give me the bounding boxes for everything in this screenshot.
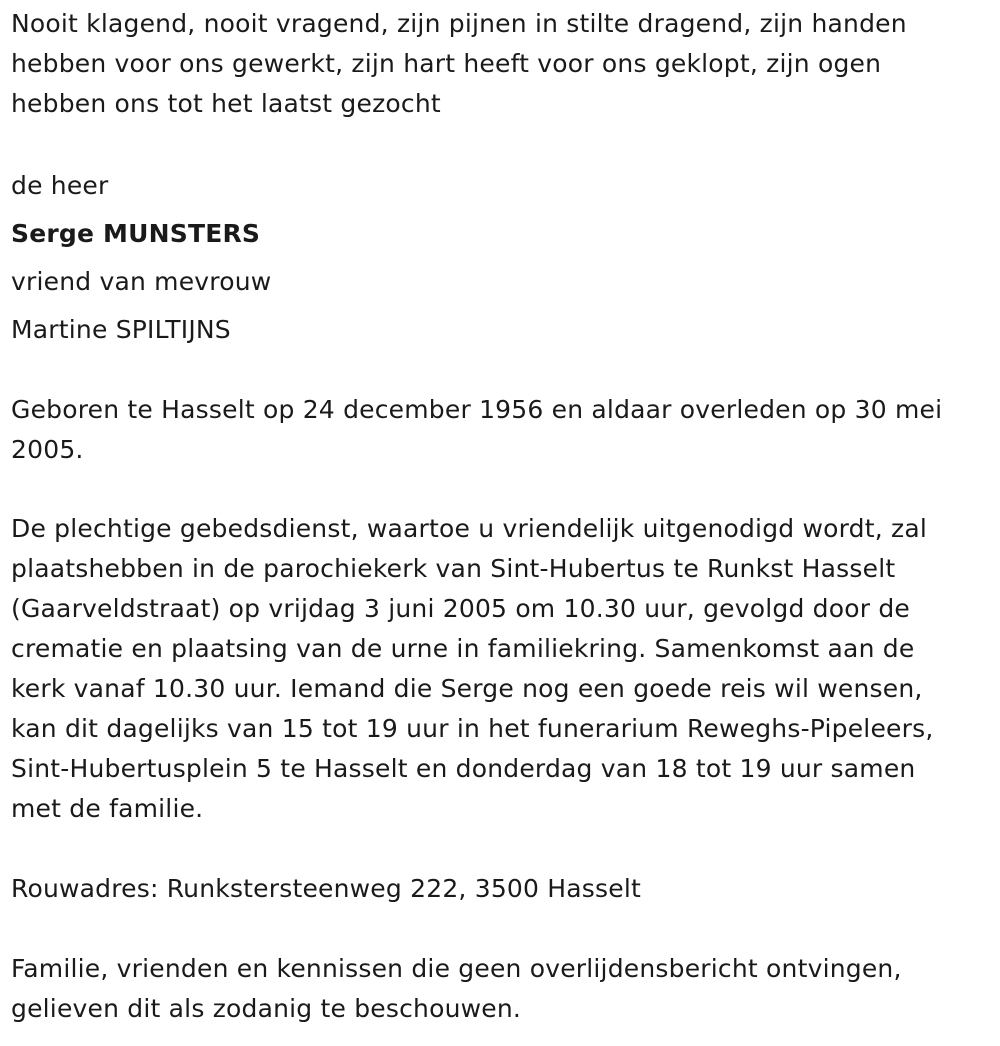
motto-text: Nooit klagend, nooit vragend, zijn pijnen in stilte dragend, zijn handen hebben voor ons gewerkt, zijn hart heeft voor ons geklopt, zijn ogen hebben ons tot het laatst gezocht (11, 9, 907, 118)
honorific: de heer (11, 171, 109, 200)
closing-text: Familie, vrienden en kennissen die geen overlijdensbericht ontvingen, gelieven dit als zodanig te beschouwen. (11, 954, 902, 1023)
mourning-address: Rouwadres: Runkstersteenweg 222, 3500 Hasselt (11, 874, 641, 903)
ceremony-text: De plechtige gebedsdienst, waartoe u vriendelijk uitgenodigd wordt, zal plaatshebben in de parochiekerk van Sint-Hubertus te Runkst Hasselt (Gaarveldstraat) op vrijdag 3 juni 2005 om 10.30 uur, gevolgd door de crematie en plaatsing van de urne in familiekring. Samenkomst aan de kerk vanaf 10.30 uur. Iemand die Serge nog een goede reis wil wensen, kan dit dagelijks van 15 tot 19 uur in het funerarium Reweghs-Pipeleers, Sint-Hubertusplein 5 te Hasselt en donderdag van 18 tot 19 uur samen met de familie. (11, 514, 934, 823)
relation-text: vriend van mevrouw (11, 267, 272, 296)
deceased-name: Serge MUNSTERS (11, 219, 261, 248)
partner-name: Martine SPILTIJNS (11, 315, 231, 344)
birth-death-text: Geboren te Hasselt op 24 december 1956 en aldaar overleden op 30 mei 2005. (11, 395, 943, 464)
